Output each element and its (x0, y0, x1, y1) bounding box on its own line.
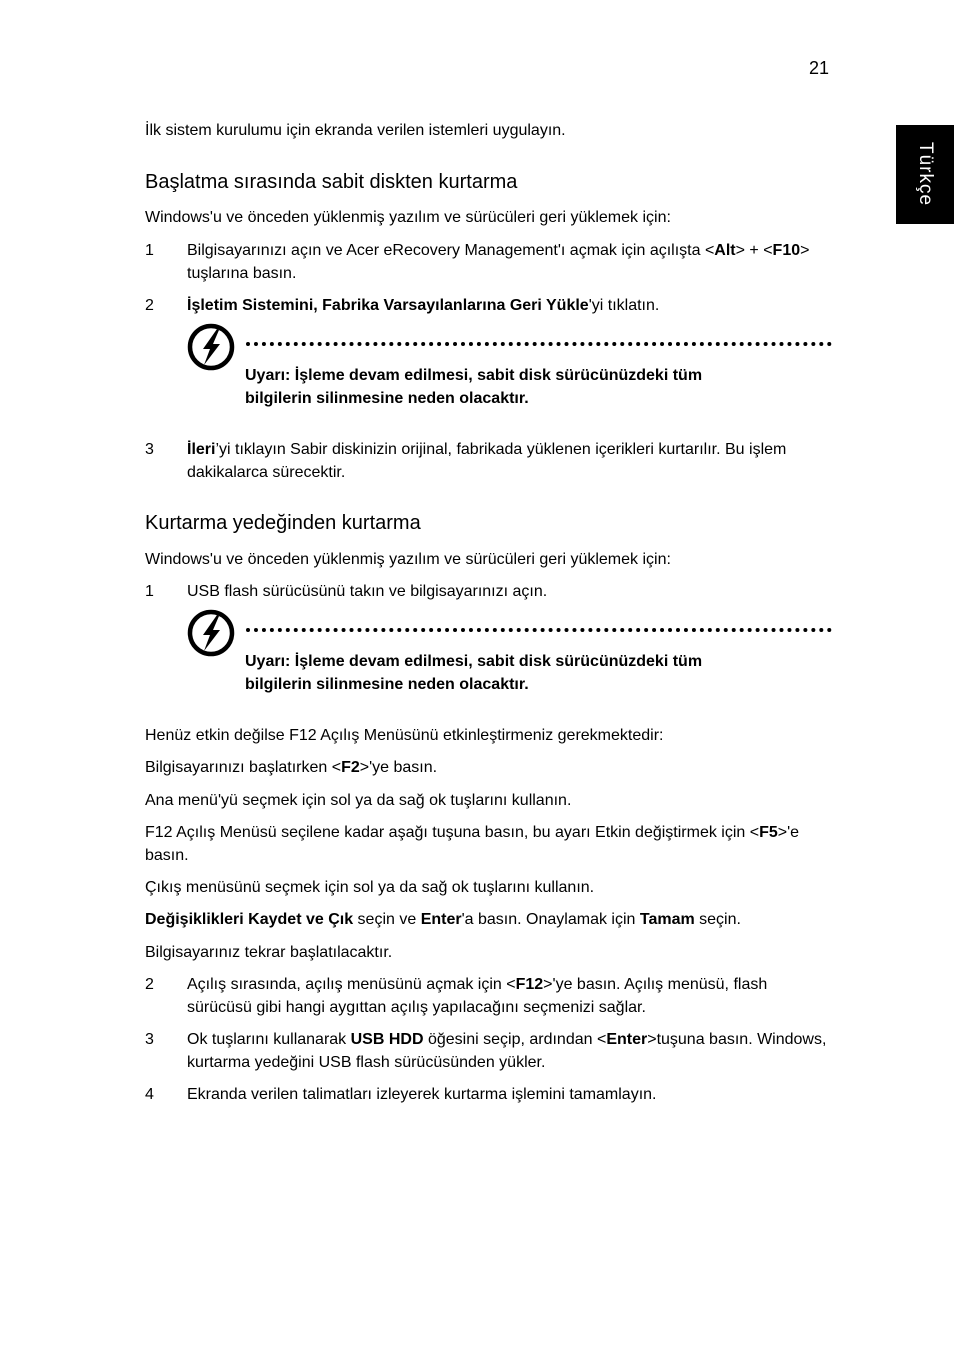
section2-step1-number: 1 (145, 583, 154, 600)
page-number: 21 (808, 58, 829, 78)
section2-heading: Kurtarma yedeğinden kurtarma (145, 512, 421, 534)
section2-paragraph-6: Değişiklikleri Kaydet ve Çık seçin ve Enter'a basın. Onaylamak için Tamam seçin. (145, 911, 741, 928)
section2-warning-text: Uyarı: İşleme devam edilmesi, sabit disk sürücünüzdeki tüm bilgilerin silinmesine neden olacaktır. (245, 653, 703, 693)
section2-paragraph-7: Bilgisayarınız tekrar başlatılacaktır. (145, 944, 393, 961)
language-tab-label: Türkçe (915, 142, 936, 207)
section1-step1-number: 1 (145, 242, 154, 259)
section2-step3-text: Ok tuşlarını kullanarak USB HDD öğesini seçip, ardından <Enter>tuşuna basın. Windows, kurtarma yedeğini USB flash sürücüsünden yükler. (187, 1031, 827, 1071)
section2-step2-text: Açılış sırasında, açılış menüsünü açmak için <F12>'ye basın. Açılış menüsü, flash sürücüsü gibi hangi aygıttan açılış yapılacağını seçmenizi sağlar. (187, 976, 768, 1016)
warning-divider (246, 628, 832, 632)
section2-step3-number: 3 (145, 1031, 154, 1048)
section2-step1-text: USB flash sürücüsünü takın ve bilgisayarınızı açın. (187, 583, 548, 600)
section1-step2-text: İşletim Sistemini, Fabrika Varsayılanlarına Geri Yükle'yi tıklatın. (187, 297, 660, 314)
section2-paragraph-4: F12 Açılış Menüsü seçilene kadar aşağı tuşuna basın, bu ayarı Etkin değiştirmek için <F5>'e basın. (145, 824, 800, 864)
section2-lead: Windows'u ve önceden yüklenmiş yazılım ve sürücüleri geri yüklemek için: (145, 551, 671, 568)
section1-step3-text: İleri’yi tıklayın Sabir diskinizin orijinal, fabrikada yüklenen içerikleri kurtarılır. Bu işlem dakikalarca sürecektir. (187, 441, 787, 481)
section2-paragraph-2: Bilgisayarınızı başlatırken <F2>'ye basın. (145, 759, 438, 776)
section2-step2-number: 2 (145, 976, 154, 993)
section2-paragraph-5: Çıkış menüsünü seçmek için sol ya da sağ ok tuşlarını kullanın. (145, 879, 595, 896)
section2-paragraph-1: Henüz etkin değilse F12 Açılış Menüsünü etkinleştirmeniz gerekmektedir: (145, 727, 664, 744)
section2-paragraph-3: Ana menü'yü seçmek için sol ya da sağ ok tuşlarını kullanın. (145, 792, 572, 809)
intro-paragraph: İlk sistem kurulumu için ekranda verilen istemleri uygulayın. (145, 122, 566, 139)
section1-warning-text: Uyarı: İşleme devam edilmesi, sabit disk sürücünüzdeki tüm bilgilerin silinmesine neden olacaktır. (245, 367, 703, 407)
warning-divider (246, 342, 832, 346)
section1-lead: Windows'u ve önceden yüklenmiş yazılım ve sürücüleri geri yüklemek için: (145, 209, 671, 226)
language-tab (896, 125, 954, 224)
section1-step3-number: 3 (145, 441, 154, 458)
section1-heading: Başlatma sırasında sabit diskten kurtarma (145, 171, 518, 193)
section2-step4-text: Ekranda verilen talimatları izleyerek kurtarma işlemini tamamlayın. (187, 1086, 657, 1103)
warning-lightning-icon (186, 322, 236, 372)
warning-lightning-icon (186, 608, 236, 658)
section1-step1-text: Bilgisayarınızı açın ve Acer eRecovery Management'ı açmak için açılışta <Alt> + <F10> tuşlarına basın. (187, 242, 810, 282)
section1-step2-number: 2 (145, 297, 154, 314)
section2-step4-number: 4 (145, 1086, 154, 1103)
